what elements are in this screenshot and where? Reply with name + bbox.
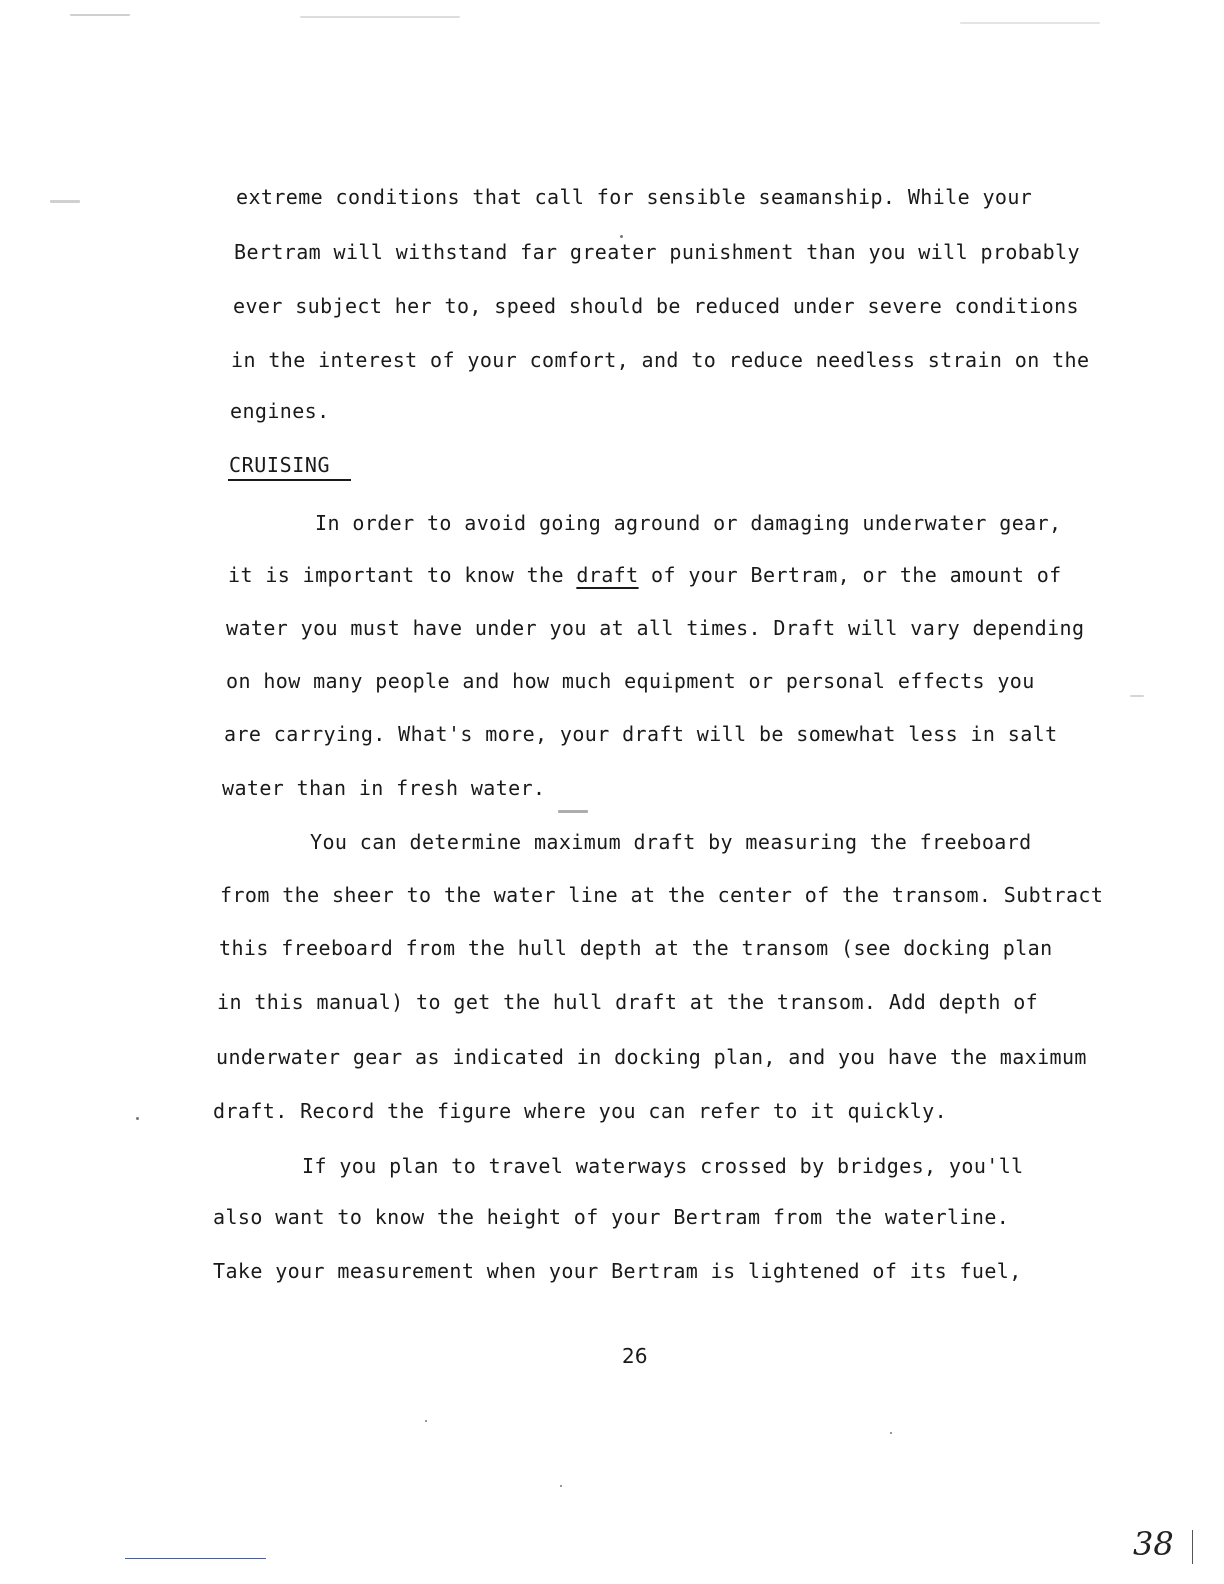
text-line: extreme conditions that call for sensible seamanship. While your	[236, 185, 1033, 209]
text-line: If you plan to travel waterways crossed by bridges, you'll	[302, 1154, 1024, 1178]
text-line: in this manual) to get the hull draft at the transom. Add depth of	[217, 990, 1039, 1014]
text-line: Bertram will withstand far greater punishment than you will probably	[234, 240, 1080, 264]
page-number: 26	[622, 1344, 648, 1368]
handwritten-page-mark: 38	[1133, 1525, 1174, 1563]
text-line: engines.	[230, 399, 330, 423]
heading-underline	[228, 479, 351, 481]
text-segment: it is important to know the	[228, 563, 577, 587]
text-line: Take your measurement when your Bertram is lightened of its fuel,	[213, 1259, 1022, 1283]
text-line: water than in fresh water.	[222, 776, 546, 800]
text-segment: of your Bertram, or the amount of	[651, 563, 1062, 587]
text-line: in the interest of your comfort, and to reduce needless strain on the	[231, 348, 1090, 372]
text-line: draft. Record the figure where you can refer to it quickly.	[213, 1099, 948, 1123]
text-line-with-underline	[228, 562, 1062, 588]
text-line: water you must have under you at all times. Draft will vary depending	[226, 616, 1085, 640]
scan-speck	[560, 1485, 562, 1487]
scan-speck	[300, 16, 460, 18]
footer-rule	[125, 1558, 266, 1559]
margin-rule	[1192, 1530, 1193, 1564]
text-line: In order to avoid going aground or damaging underwater gear,	[315, 511, 1062, 535]
scan-speck	[890, 1432, 892, 1434]
scan-speck	[50, 200, 80, 203]
section-heading: CRUISING	[229, 453, 331, 477]
scan-speck	[136, 1117, 139, 1120]
scan-speck	[1130, 695, 1144, 697]
text-line: ever subject her to, speed should be reduced under severe conditions	[233, 294, 1079, 318]
scan-speck	[70, 14, 130, 16]
text-line: from the sheer to the water line at the center of the transom. Subtract	[220, 883, 1104, 907]
scan-speck	[960, 22, 1100, 24]
text-line: are carrying. What's more, your draft will be somewhat less in salt	[224, 722, 1058, 746]
text-line: this freeboard from the hull depth at the transom (see docking plan	[219, 936, 1053, 960]
underlined-term-draft: draft	[576, 563, 639, 587]
text-line: underwater gear as indicated in docking plan, and you have the maximum	[216, 1045, 1087, 1069]
text-line: also want to know the height of your Bertram from the waterline.	[213, 1205, 1010, 1229]
text-line: on how many people and how much equipment or personal effects you	[226, 669, 1035, 693]
scan-speck	[558, 810, 588, 813]
text-line: You can determine maximum draft by measuring the freeboard	[310, 830, 1032, 854]
scan-speck	[425, 1420, 427, 1422]
scan-speck	[620, 235, 623, 238]
